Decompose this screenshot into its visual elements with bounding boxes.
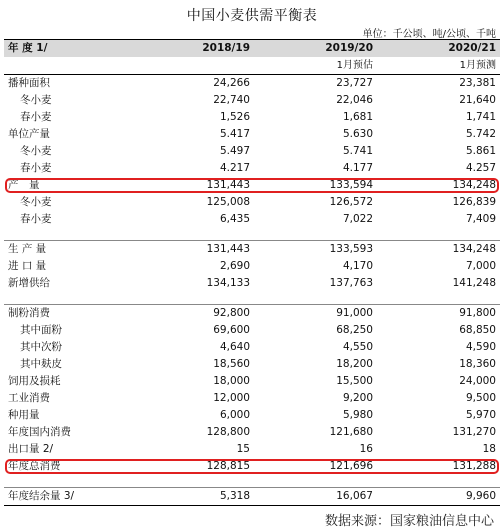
row-label: 年度结余量 3/ <box>4 488 154 506</box>
cell-value: 6,000 <box>219 409 250 421</box>
cell-value: 5.741 <box>342 145 373 157</box>
table-row <box>4 488 500 506</box>
cell-value: 24,000 <box>459 375 496 387</box>
row-label: 冬小麦 <box>20 196 52 208</box>
cell-value: 7,000 <box>465 260 496 272</box>
cell-value: 131,288 <box>452 460 496 472</box>
table-row <box>4 160 500 177</box>
cell-value: 16 <box>359 443 373 455</box>
table-row <box>4 75 500 93</box>
row-label: 年度总消费 <box>8 460 61 472</box>
cell-value: 22,740 <box>213 94 250 106</box>
header-sub <box>4 57 154 75</box>
cell-value: 7,409 <box>465 213 496 225</box>
table-row <box>4 109 500 126</box>
table-row <box>4 194 500 211</box>
header-year: 2019/20 <box>254 40 377 58</box>
table-row <box>4 92 500 109</box>
cell-value: 141,248 <box>452 277 496 289</box>
cell-value: 69,600 <box>213 324 250 336</box>
cell-value: 18,000 <box>213 375 250 387</box>
row-label: 其中麸皮 <box>20 358 62 370</box>
cell-value: 9,500 <box>465 392 496 404</box>
cell-value: 131,270 <box>452 426 496 438</box>
wheat-balance-table <box>4 39 500 506</box>
cell-value: 131,443 <box>154 241 254 259</box>
cell-value: 24,266 <box>213 77 250 89</box>
cell-value: 18,360 <box>459 358 496 370</box>
cell-value: 7,022 <box>342 213 373 225</box>
table-row <box>4 424 500 441</box>
table-row <box>4 241 500 259</box>
cell-value: 128,815 <box>206 460 250 472</box>
cell-value: 15 <box>236 443 250 455</box>
table-row <box>4 407 500 424</box>
row-label: 春小麦 <box>20 213 52 225</box>
cell-value: 91,800 <box>377 305 500 323</box>
cell-value: 2,690 <box>219 260 250 272</box>
cell-value: 133,593 <box>254 241 377 259</box>
cell-value: 5.861 <box>465 145 496 157</box>
cell-value: 137,763 <box>329 277 373 289</box>
header-sub: 1月预测 <box>377 57 500 75</box>
cell-value: 4,590 <box>465 341 496 353</box>
header-year: 2018/19 <box>154 40 254 58</box>
table-row <box>4 305 500 323</box>
cell-value: 5.742 <box>465 128 496 140</box>
row-label: 冬小麦 <box>20 94 52 106</box>
table-row <box>4 275 500 292</box>
table-row <box>4 126 500 143</box>
cell-value: 128,800 <box>206 426 250 438</box>
row-label: 工业消费 <box>8 392 50 404</box>
cell-value: 126,572 <box>329 196 373 208</box>
row-label: 生 产 量 <box>4 241 154 259</box>
row-label: 播种面积 <box>8 77 50 89</box>
cell-value: 9,200 <box>342 392 373 404</box>
cell-value: 1,681 <box>342 111 373 123</box>
table-row <box>4 177 500 194</box>
row-label: 春小麦 <box>20 162 52 174</box>
header-sub <box>154 57 254 75</box>
cell-value: 6,435 <box>219 213 250 225</box>
cell-value: 18,560 <box>213 358 250 370</box>
table-row <box>4 339 500 356</box>
spacer-row <box>4 228 500 241</box>
row-label: 饲用及损耗 <box>8 375 61 387</box>
table-row <box>4 258 500 275</box>
cell-value: 4.217 <box>219 162 250 174</box>
row-label: 春小麦 <box>20 111 52 123</box>
row-label: 种用量 <box>8 409 40 421</box>
cell-value: 18 <box>482 443 496 455</box>
header-row <box>4 40 500 58</box>
cell-value: 18,200 <box>336 358 373 370</box>
cell-value: 92,800 <box>154 305 254 323</box>
cell-value: 131,443 <box>206 179 250 191</box>
cell-value: 5.630 <box>342 128 373 140</box>
cell-value: 5.417 <box>219 128 250 140</box>
cell-value: 134,248 <box>452 179 496 191</box>
cell-value: 4,170 <box>342 260 373 272</box>
cell-value: 121,696 <box>329 460 373 472</box>
cell-value: 134,248 <box>377 241 500 259</box>
cell-value: 4,550 <box>342 341 373 353</box>
cell-value: 16,067 <box>254 488 377 506</box>
header-sub: 1月预估 <box>254 57 377 75</box>
row-label: 其中面粉 <box>20 324 62 336</box>
header-subrow <box>4 57 500 75</box>
row-label: 年度国内消费 <box>8 426 71 438</box>
cell-value: 68,850 <box>459 324 496 336</box>
cell-value: 126,839 <box>452 196 496 208</box>
cell-value: 5.497 <box>219 145 250 157</box>
cell-value: 121,680 <box>329 426 373 438</box>
header-row-label: 年 度 1/ <box>4 40 154 58</box>
cell-value: 15,500 <box>336 375 373 387</box>
cell-value: 22,046 <box>336 94 373 106</box>
cell-value: 134,133 <box>206 277 250 289</box>
cell-value: 21,640 <box>459 94 496 106</box>
cell-value: 1,741 <box>465 111 496 123</box>
row-label: 其中次粉 <box>20 341 62 353</box>
table-row <box>4 373 500 390</box>
cell-value: 91,000 <box>254 305 377 323</box>
cell-value: 23,727 <box>336 77 373 89</box>
row-label: 出口量 2/ <box>8 443 54 455</box>
spacer-row <box>4 475 500 488</box>
row-label: 制粉消费 <box>4 305 154 323</box>
cell-value: 4,640 <box>219 341 250 353</box>
row-label: 新增供给 <box>8 277 50 289</box>
cell-value: 125,008 <box>206 196 250 208</box>
cell-value: 133,594 <box>329 179 373 191</box>
unit-note: 单位：千公顷、吨/公顷、千吨 <box>362 29 496 40</box>
table-row <box>4 143 500 160</box>
table-row <box>4 390 500 407</box>
cell-value: 23,381 <box>459 77 496 89</box>
cell-value: 1,526 <box>219 111 250 123</box>
cell-value: 5,318 <box>154 488 254 506</box>
header-year: 2020/21 <box>377 40 500 58</box>
cell-value: 68,250 <box>336 324 373 336</box>
cell-value: 12,000 <box>213 392 250 404</box>
cell-value: 4.177 <box>342 162 373 174</box>
table-title: 中国小麦供需平衡表 <box>186 8 318 24</box>
cell-value: 5,970 <box>465 409 496 421</box>
row-label: 冬小麦 <box>20 145 52 157</box>
cell-value: 5,980 <box>342 409 373 421</box>
cell-value: 4.257 <box>465 162 496 174</box>
cell-value: 9,960 <box>377 488 500 506</box>
table-row <box>4 211 500 228</box>
data-source: 数据来源：国家粮油信息中心 <box>324 514 494 529</box>
spacer-row <box>4 292 500 305</box>
row-label: 单位产量 <box>8 128 50 140</box>
table-row <box>4 356 500 373</box>
row-label: 进 口 量 <box>8 260 47 272</box>
row-label: 产 量 <box>8 179 40 191</box>
table-row <box>4 458 500 475</box>
table-row <box>4 441 500 458</box>
table-row <box>4 322 500 339</box>
